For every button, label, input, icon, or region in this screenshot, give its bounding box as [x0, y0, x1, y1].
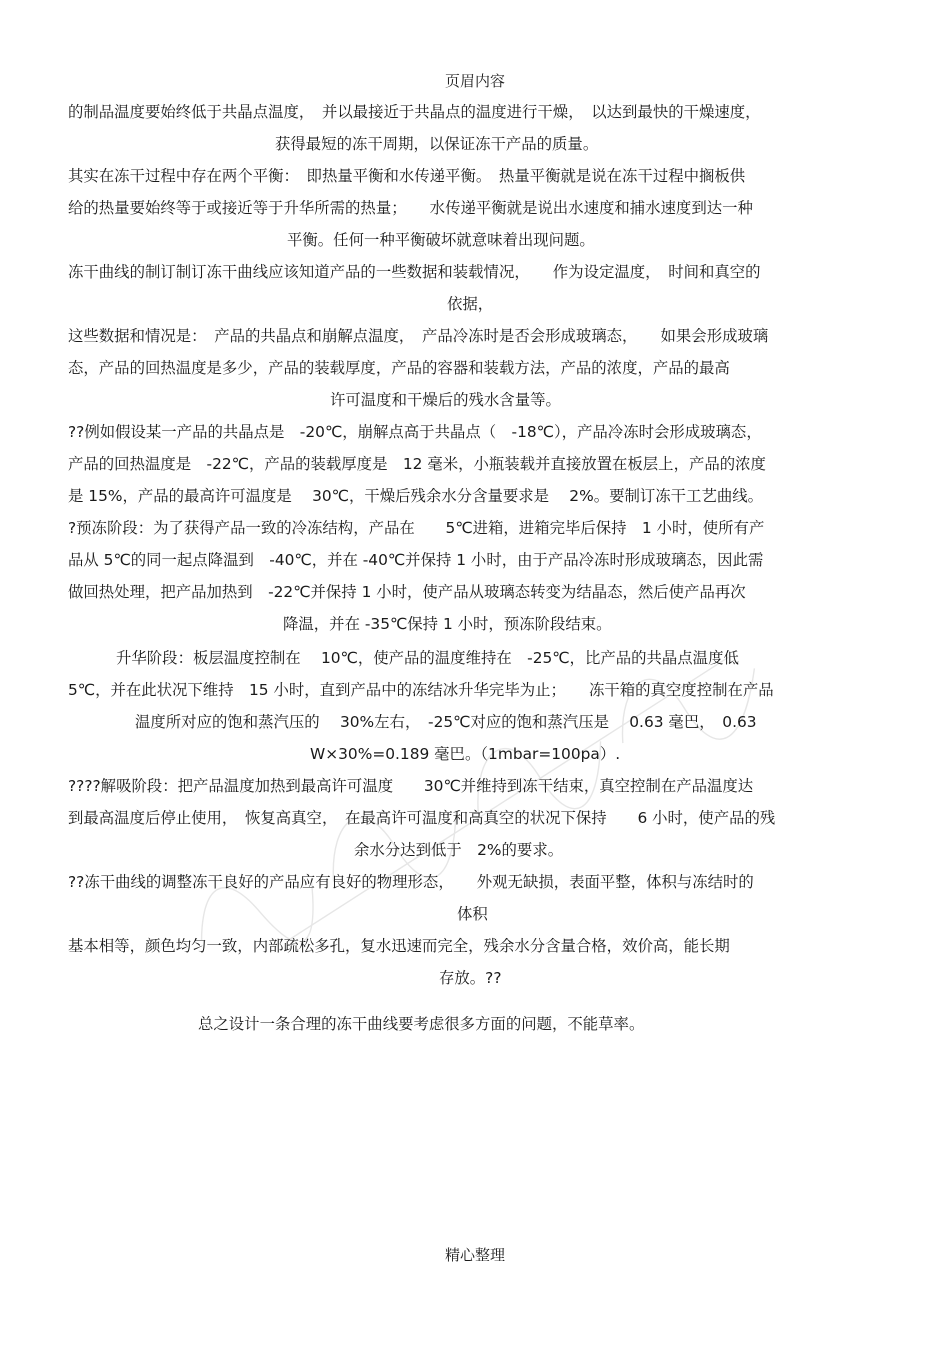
text-line: 做回热处理，把产品加热到 -22℃并保持 1 小时，使产品从玻璃态转变为结晶态，然后使产品再次 — [68, 583, 746, 601]
text-line: 升华阶段：板层温度控制在 10℃，使产品的温度维持在 -25℃，比产品的共晶点温度低 — [116, 649, 739, 667]
text-line: 存放。?? — [439, 969, 502, 987]
text-line: 5℃，并在此状况下维持 15 小时，直到产品中的冻结冰升华完毕为止； 冻干箱的真空度控制在产品 — [68, 681, 774, 699]
text-line: 的制品温度要始终低于共晶点温度， 并以最接近于共晶点的温度进行干燥， 以达到最快的干燥速度， — [68, 103, 761, 121]
text-line: 许可温度和干燥后的残水含量等。 — [330, 391, 561, 409]
text-line: 品从 5℃的同一起点降温到 -40℃，并在 -40℃并保持 1 小时，由于产品冷冻时形成玻璃态，因此需 — [68, 551, 764, 569]
text-line: 态，产品的回热温度是多少，产品的装载厚度，产品的容器和装载方法，产品的浓度，产品的最高 — [68, 359, 730, 377]
text-line: ??例如假设某一产品的共晶点是 -20℃，崩解点高于共晶点（ -18℃），产品冷冻时会形成玻璃态， — [68, 423, 762, 441]
text-line: 给的热量要始终等于或接近等于升华所需的热量； 水传递平衡就是说出水速度和捕水速度到达一种 — [68, 199, 753, 217]
page-footer: 精心整理 — [444, 1246, 505, 1264]
text-line: 平衡。任何一种平衡破坏就意味着出现问题。 — [287, 231, 595, 249]
text-line: W×30%=0.189 毫巴。（1mbar=100pa）. — [310, 745, 621, 763]
text-line: 产品的回热温度是 -22℃，产品的装载厚度是 12 毫米，小瓶装载并直接放置在板层上，产品的浓度 — [68, 455, 766, 473]
text-line: 基本相等，颜色均匀一致，内部疏松多孔，复水迅速而完全，残余水分含量合格，效价高，能长期 — [68, 937, 730, 955]
text-line: ????解吸阶段：把产品温度加热到最高许可温度 30℃并维持到冻干结束，真空控制在产品温度达 — [68, 777, 754, 795]
text-line: 降温，并在 -35℃保持 1 小时，预冻阶段结束。 — [283, 615, 612, 633]
text-line: 冻干曲线的制订制订冻干曲线应该知道产品的一些数据和装载情况， 作为设定温度， 时间和真空的 — [68, 263, 761, 281]
text-line: 温度所对应的饱和蒸汽压的 30%左右， -25℃对应的饱和蒸汽压是 0.63 毫巴， 0.63 — [135, 713, 757, 731]
text-line: 获得最短的冻干周期，以保证冻干产品的质量。 — [275, 135, 599, 153]
text-line: 总之设计一条合理的冻干曲线要考虑很多方面的问题，不能草率。 — [198, 1015, 645, 1033]
text-line: 余水分达到低于 2%的要求。 — [354, 841, 564, 859]
page-header: 页眉内容 — [444, 72, 505, 90]
text-line: 是 15%，产品的最高许可温度是 30℃，干燥后残余水分含量要求是 2%。要制订冻干工艺曲线。 — [68, 487, 764, 505]
text-line: ?预冻阶段：为了获得产品一致的冷冻结构，产品在 5℃进箱，进箱完毕后保持 1 小时，使所有产 — [68, 519, 765, 537]
text-line: 体积 — [457, 905, 488, 923]
text-line: 其实在冻干过程中存在两个平衡： 即热量平衡和水传递平衡。 热量平衡就是说在冻干过程中搁板供 — [68, 167, 746, 185]
text-line: 这些数据和情况是： 产品的共晶点和崩解点温度， 产品冷冻时是否会形成玻璃态， 如果会形成玻璃 — [68, 327, 769, 345]
text-line: ??冻干曲线的调整冻干良好的产品应有良好的物理形态， 外观无缺损，表面平整，体积与冻结时的 — [68, 873, 754, 891]
text-line: 依据， — [447, 295, 494, 313]
text-line: 到最高温度后停止使用， 恢复高真空， 在最高许可温度和高真空的状况下保持 6 小时，使产品的残 — [68, 809, 776, 827]
